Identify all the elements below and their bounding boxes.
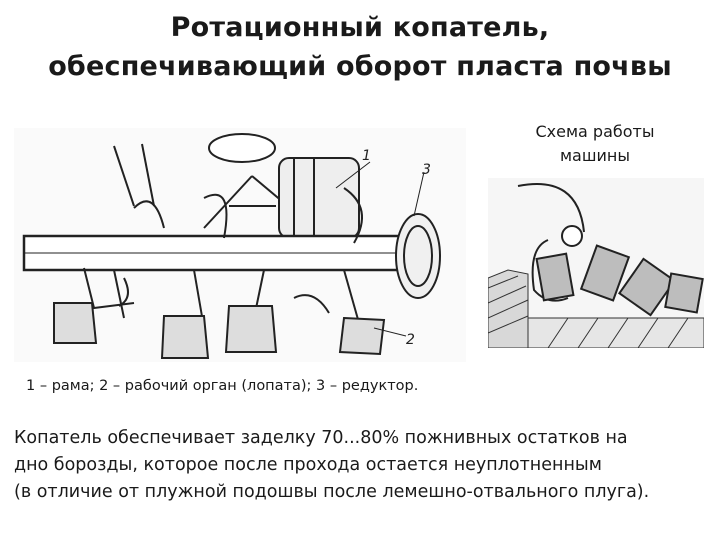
body-line-1: Копатель обеспечивает заделку 70...80% пожнивных остатков на xyxy=(14,428,628,448)
spade-blade xyxy=(162,316,208,358)
rotary-digger-drawing xyxy=(14,128,466,362)
soil-slice xyxy=(665,273,702,312)
soil-slice xyxy=(537,254,574,301)
gearbox-housing xyxy=(279,158,359,238)
spade-blade xyxy=(226,306,276,352)
body-paragraph xyxy=(14,425,714,506)
spade-blade xyxy=(54,303,96,343)
figure-label-1: 1 xyxy=(362,148,371,164)
rotary-digger-illustration xyxy=(14,128,466,362)
operation-scheme-illustration xyxy=(488,178,704,348)
schema-caption xyxy=(500,120,690,168)
schema-caption-line-2: машины xyxy=(559,146,630,165)
top-cover-part xyxy=(209,134,275,162)
operation-scheme-drawing xyxy=(488,178,704,348)
body-line-3: (в отличие от плужной подошвы после лемешно-отвального плуга). xyxy=(14,482,650,502)
spade-blade xyxy=(340,318,384,354)
title-line-1: Ротационный копатель, xyxy=(170,12,550,43)
slide-title xyxy=(0,8,720,86)
figure-label-2: 2 xyxy=(406,332,415,348)
schema-caption-line-1: Схема работы xyxy=(535,122,655,141)
rotor-hub xyxy=(562,226,582,246)
figure-legend: 1 – рама; 2 – рабочий орган (лопата); 3 – редуктор. xyxy=(26,378,419,394)
body-line-2: дно борозды, которое после прохода остается неуплотненным xyxy=(14,455,602,475)
title-line-2: обеспечивающий оборот пласта почвы xyxy=(48,51,672,82)
figure-label-3: 3 xyxy=(422,162,431,178)
